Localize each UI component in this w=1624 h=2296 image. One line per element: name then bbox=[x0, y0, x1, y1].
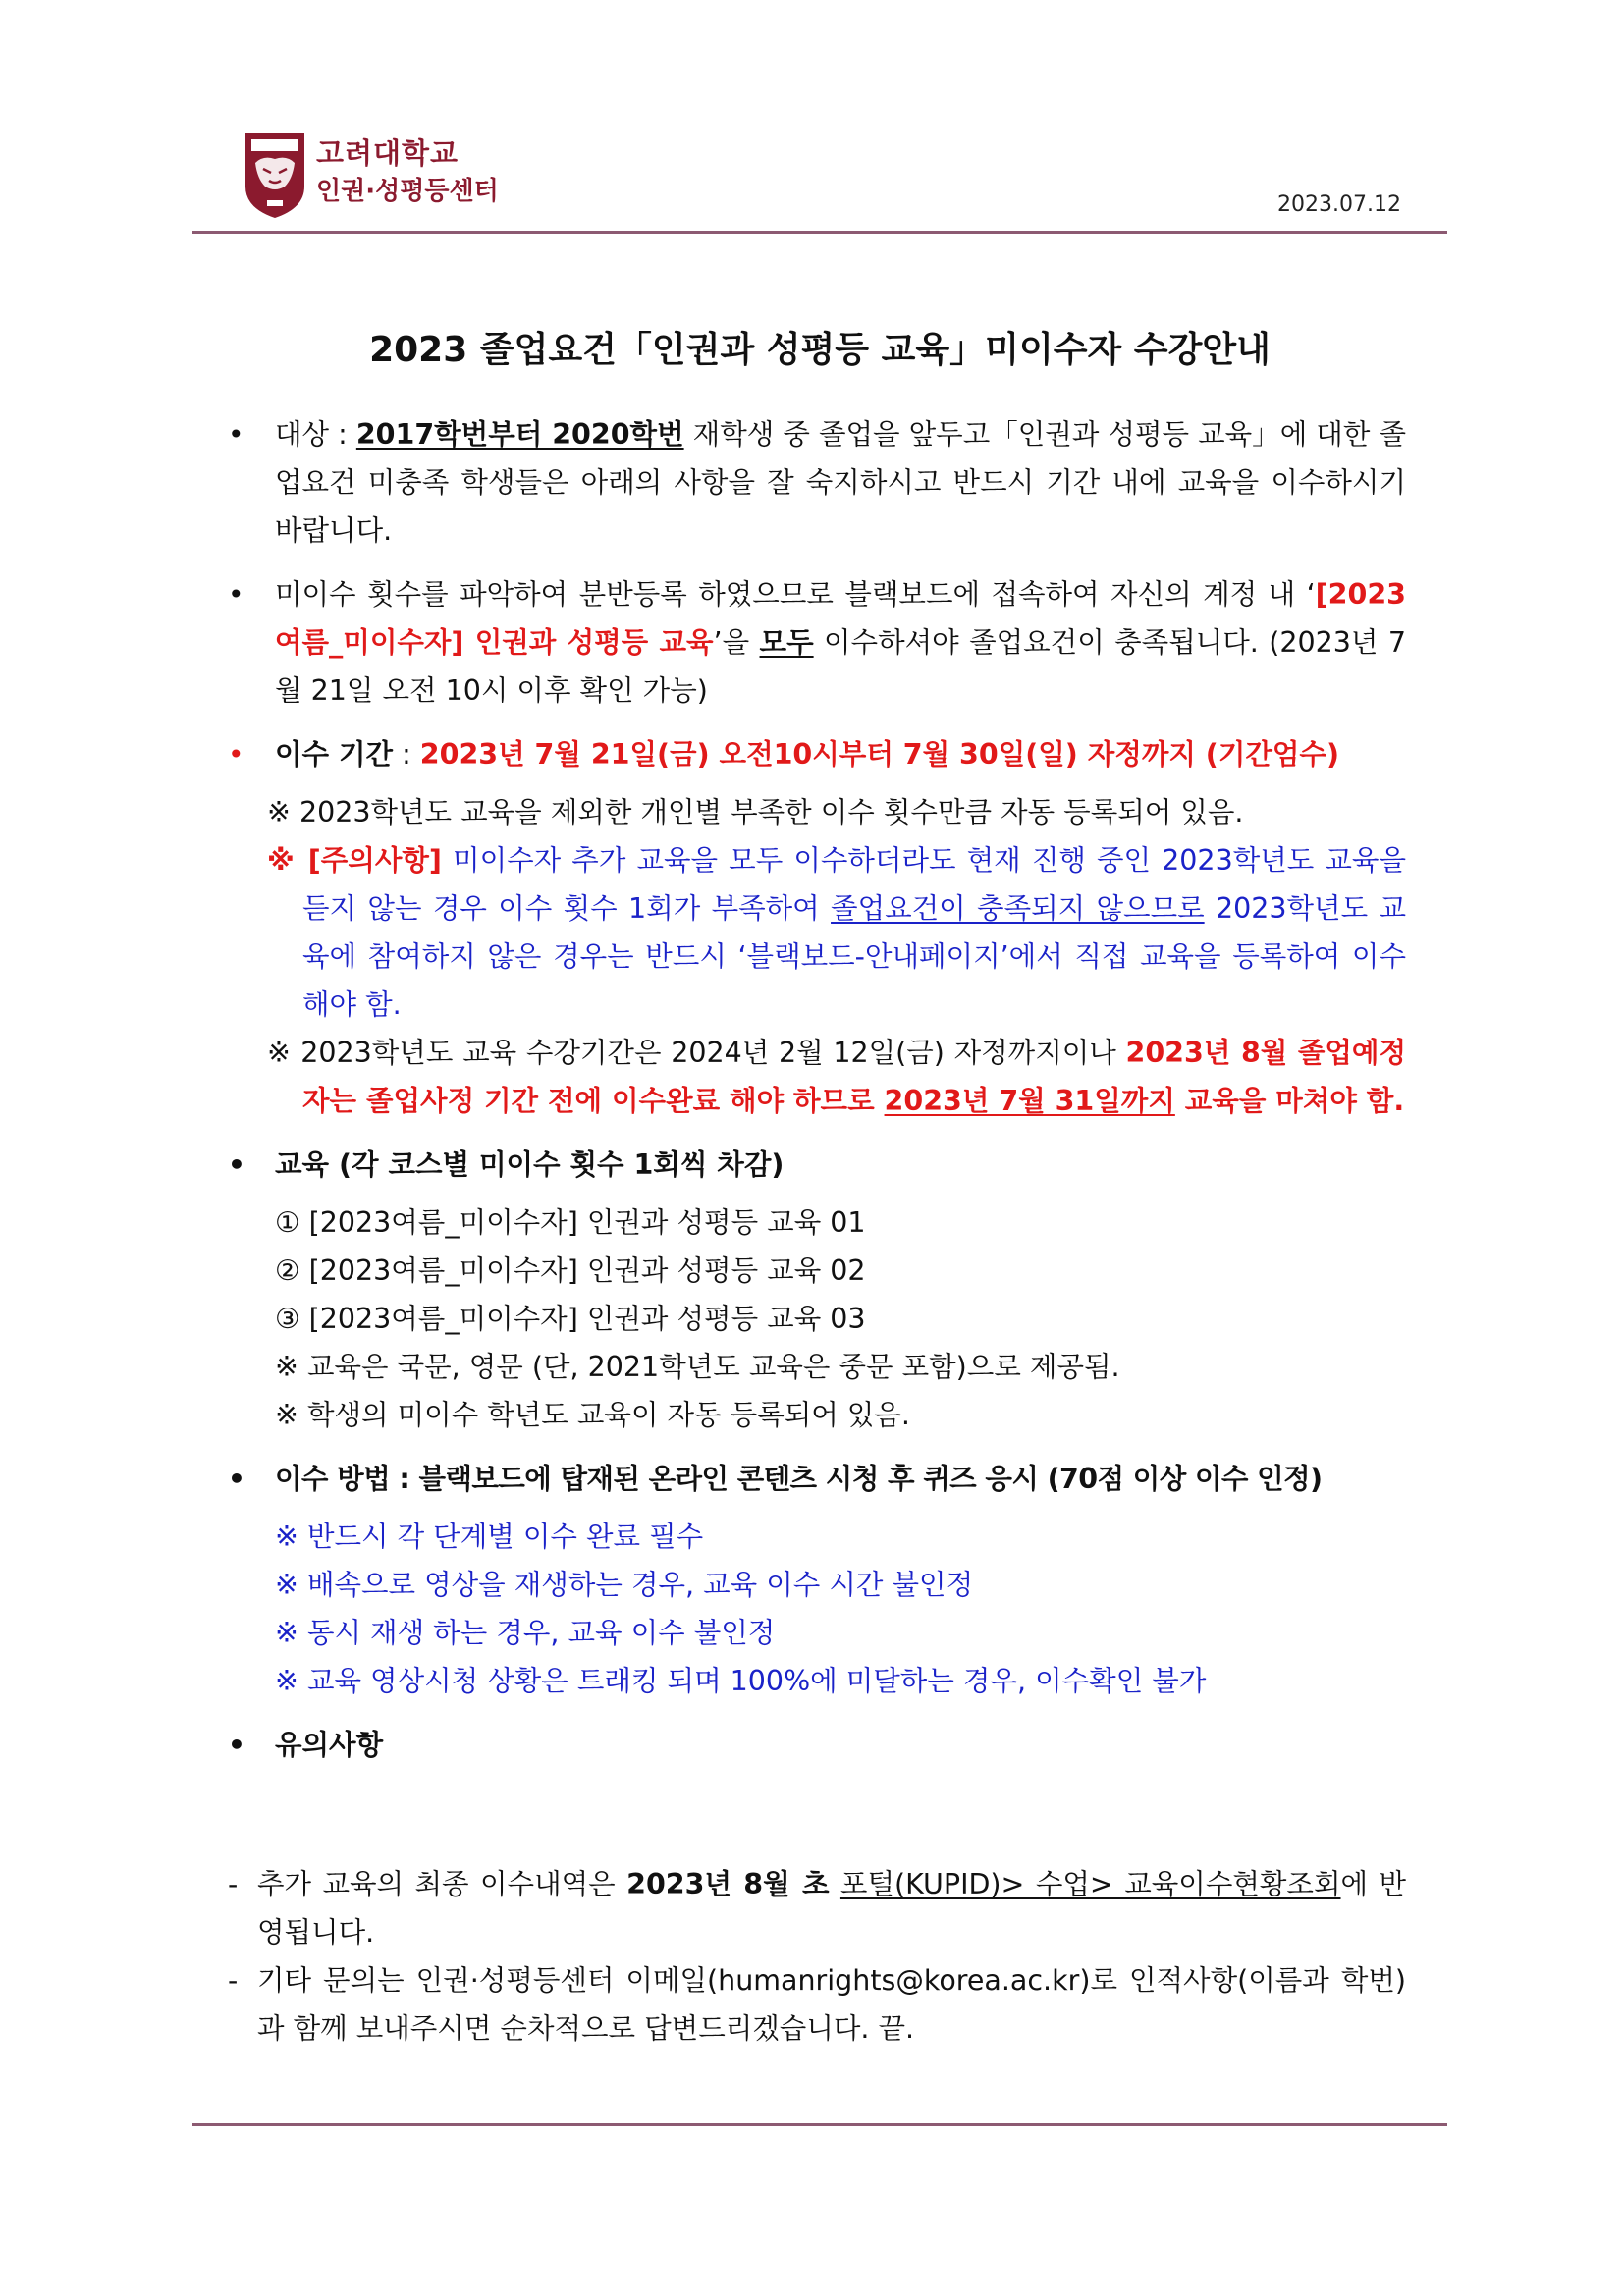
target-section bbox=[228, 410, 1406, 555]
caution-text-2: 2023학년도 교육에 참여하지 않은 경우는 반드시 ‘블랙보드-안내페이지’에서 직접 교육을 등록하여 이수해야 함. bbox=[302, 892, 1406, 1021]
registration-text-3: 이수하셔야 졸업요건이 충족됩니다. (2023년 7월 21일 오전 10시 이후 확인 가능) bbox=[275, 626, 1406, 707]
center-name: 인권·성평등센터 bbox=[316, 177, 499, 206]
bullet: • bbox=[228, 1148, 245, 1181]
education-note: ※ 교육은 국문, 영문 (단, 2021학년도 교육은 중문 포함)으로 제공됨. bbox=[275, 1351, 1120, 1383]
korea-university-crest-icon bbox=[242, 130, 308, 220]
cautions-heading: • 유의사항 bbox=[228, 1721, 1406, 1769]
bullet: • bbox=[228, 738, 244, 771]
period-value: 2023년 7월 21일(금) 오전10시부터 7월 30일(일) 자정까지 (기간엄수) bbox=[419, 738, 1339, 771]
education-note: ※ 학생의 미이수 학년도 교육이 자동 등록되어 있음. bbox=[275, 1399, 910, 1431]
period-note-3 bbox=[228, 1029, 1406, 1125]
caution-underlined: 졸업요건이 충족되지 않으므로 bbox=[831, 892, 1205, 925]
period-separator: : bbox=[393, 738, 420, 771]
method-note: ※ 배속으로 영상을 재생하는 경우, 교육 이수 시간 불인정 bbox=[275, 1569, 974, 1601]
center-logo bbox=[242, 130, 536, 224]
period-label: 이수 기간 bbox=[275, 738, 394, 771]
bullet: • bbox=[228, 1463, 245, 1495]
header-divider bbox=[192, 231, 1447, 234]
education-heading: • 교육 (각 코스별 미이수 횟수 1회씩 차감) bbox=[228, 1141, 1406, 1189]
method-note: ※ 교육 영상시청 상황은 트래킹 되며 100%에 미달하는 경우, 이수확인 불가 bbox=[275, 1665, 1207, 1697]
course-item: ③ [2023여름_미이수자] 인권과 성평등 교육 03 bbox=[275, 1303, 866, 1335]
caution-date: 2023년 8월 초 bbox=[626, 1868, 830, 1900]
registration-all: 모두 bbox=[759, 626, 814, 659]
caution-mark: ※ bbox=[267, 844, 308, 877]
footer-divider bbox=[192, 2123, 1447, 2126]
registration-text-2: ’을 bbox=[713, 626, 760, 659]
caution-text-1: 미이수자 추가 교육을 모두 이수하더라도 현재 진행 중인 2023학년도 교육을 듣지 않는 경우 이수 횟수 1회가 부족하여 bbox=[302, 844, 1406, 925]
method-note: ※ 반드시 각 단계별 이수 완료 필수 bbox=[275, 1521, 704, 1553]
cautions-list bbox=[228, 1860, 1406, 2053]
portal-path: 포털(KUPID)> 수업> 교육이수현황조회 bbox=[839, 1868, 1341, 1900]
period-note-1: ※ 2023학년도 교육을 제외한 개인별 부족한 이수 횟수만큼 자동 등록되어 있음. bbox=[267, 796, 1244, 828]
target-range: 2017학번부터 2020학번 bbox=[355, 418, 684, 451]
bullet: • bbox=[228, 418, 244, 451]
note3-deadline: 2023년 7월 31일까지 bbox=[884, 1085, 1175, 1117]
course-item: ② [2023여름_미이수자] 인권과 성평등 교육 02 bbox=[275, 1255, 866, 1287]
period-caution bbox=[228, 836, 1406, 1029]
method-note: ※ 동시 재생 하는 경우, 교육 이수 불인정 bbox=[275, 1617, 776, 1649]
period-section bbox=[228, 730, 1406, 778]
bullet: • bbox=[228, 1729, 245, 1761]
document-body bbox=[228, 410, 1406, 1769]
note3-red-1: 2023년 8월 졸업예정자는 졸업사정 기간 전에 이수완료 해야 하므로 bbox=[302, 1037, 1406, 1117]
caution-item-1: - 추가 교육의 최종 이수내역은 2023년 8월 초 포털(KUPID)> 수업> 교육이수현황조회에 반영됩니다. bbox=[228, 1868, 1406, 1949]
document-date: 2023.07.12 bbox=[1277, 192, 1401, 217]
method-heading: • 이수 방법 : 블랙보드에 탑재된 온라인 콘텐츠 시청 후 퀴즈 응시 (70점 이상 이수 인정) bbox=[228, 1455, 1406, 1503]
bullet: • bbox=[228, 578, 244, 611]
university-name: 고려대학교 bbox=[316, 136, 460, 170]
target-text: 재학생 중 졸업을 앞두고「인권과 성평등 교육」에 대한 졸업요건 미충족 학생들은 아래의 사항을 잘 숙지하시고 반드시 기간 내에 교육을 이수하시기 바랍니다. bbox=[275, 418, 1406, 547]
caution-label: [주의사항] bbox=[307, 844, 442, 877]
note3-text-1: ※ 2023학년도 교육 수강기간은 2024년 2월 12일(금) 자정까지이나 bbox=[267, 1037, 1126, 1069]
caution-item-2: - 기타 문의는 인권·성평등센터 이메일(humanrights@korea.ac.kr)로 인적사항(이름과 학번)과 함께 보내주시면 순차적으로 답변드리겠습니다. 끝. bbox=[228, 1964, 1406, 2045]
registration-section bbox=[228, 570, 1406, 715]
document-title: 2023 졸업요건「인권과 성평등 교육」미이수자 수강안내 bbox=[369, 330, 1271, 370]
note3-red-2: 교육을 마쳐야 함. bbox=[1174, 1085, 1405, 1117]
registration-text-1: 미이수 횟수를 파악하여 분반등록 하였으므로 블랙보드에 접속하여 자신의 계정 내 ‘ bbox=[275, 578, 1316, 611]
course-item: ① [2023여름_미이수자] 인권과 성평등 교육 01 bbox=[275, 1206, 866, 1239]
target-label: 대상 : bbox=[275, 418, 356, 451]
registration-course: [2023여름_미이수자] 인권과 성평등 교육 bbox=[275, 578, 1406, 659]
